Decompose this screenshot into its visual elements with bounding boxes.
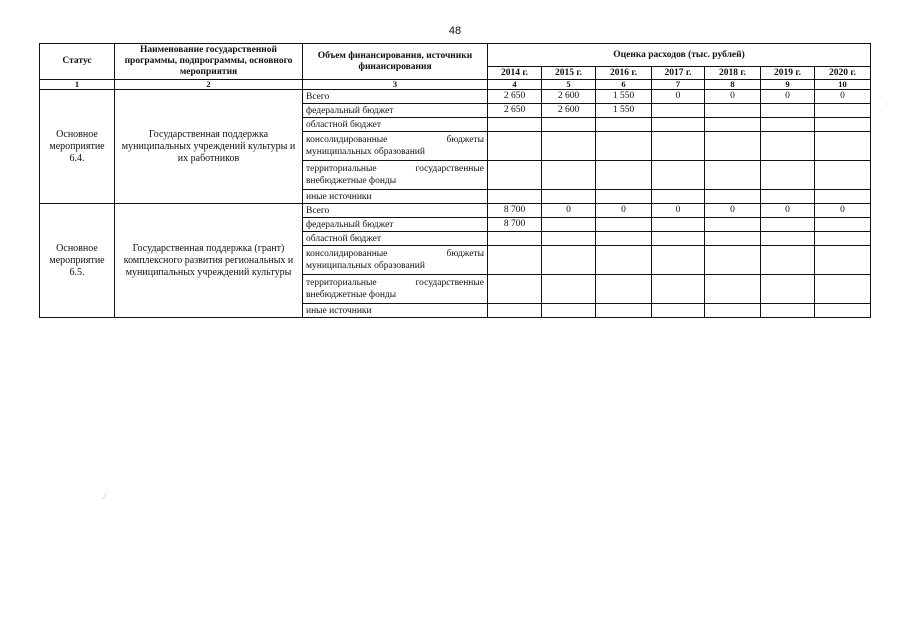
header-status: Статус xyxy=(40,44,115,80)
value-cell xyxy=(542,132,596,161)
value-cell xyxy=(815,161,871,190)
source-territorial-word2: государственные xyxy=(415,278,484,288)
value-cell xyxy=(652,246,705,275)
value-cell: 0 xyxy=(761,204,815,218)
value-cell: 2 600 xyxy=(542,90,596,104)
source-territorial xyxy=(303,161,488,190)
value-cell xyxy=(652,275,705,304)
value-cell: 0 xyxy=(815,204,871,218)
value-cell xyxy=(761,304,815,318)
value-cell xyxy=(815,104,871,118)
value-cell xyxy=(596,190,652,204)
value-cell xyxy=(761,232,815,246)
status-cell: Основное мероприятие 6.4. xyxy=(40,90,115,204)
value-cell xyxy=(488,232,542,246)
value-cell: 2 600 xyxy=(542,104,596,118)
header-year: 2017 г. xyxy=(652,67,705,80)
value-cell xyxy=(652,190,705,204)
value-cell: 8 700 xyxy=(488,204,542,218)
budget-table xyxy=(39,43,871,318)
value-cell xyxy=(652,232,705,246)
value-cell xyxy=(705,132,761,161)
value-cell xyxy=(815,190,871,204)
value-cell xyxy=(761,218,815,232)
scan-speck: ⁄ xyxy=(104,492,106,501)
page-number: 48 xyxy=(448,25,462,37)
value-cell xyxy=(542,275,596,304)
value-cell: 0 xyxy=(652,90,705,104)
value-cell xyxy=(761,190,815,204)
table-row xyxy=(40,90,871,104)
source-consolidated xyxy=(303,132,488,161)
column-index: 1 xyxy=(40,80,115,90)
value-cell: 0 xyxy=(815,90,871,104)
header-year: 2014 г. xyxy=(488,67,542,80)
source-consolidated-line2: муниципальных образований xyxy=(306,147,425,157)
source-territorial xyxy=(303,275,488,304)
value-cell xyxy=(761,104,815,118)
value-cell xyxy=(488,275,542,304)
value-cell xyxy=(705,161,761,190)
value-cell xyxy=(542,246,596,275)
value-cell xyxy=(705,304,761,318)
value-cell: 2 650 xyxy=(488,90,542,104)
column-index: 3 xyxy=(303,80,488,90)
value-cell xyxy=(596,246,652,275)
header-year: 2015 г. xyxy=(542,67,596,80)
source-consolidated-word1: консолидированные xyxy=(306,249,388,259)
value-cell: 2 650 xyxy=(488,104,542,118)
value-cell xyxy=(652,304,705,318)
value-cell xyxy=(652,161,705,190)
value-cell xyxy=(761,246,815,275)
source-territorial-word1: территориальные xyxy=(306,278,377,288)
source-consolidated xyxy=(303,246,488,275)
value-cell: 0 xyxy=(652,204,705,218)
scan-speck: · xyxy=(886,100,889,109)
column-index: 5 xyxy=(542,80,596,90)
value-cell xyxy=(652,118,705,132)
header-year: 2020 г. xyxy=(815,67,871,80)
value-cell xyxy=(596,118,652,132)
value-cell xyxy=(815,232,871,246)
value-cell xyxy=(705,232,761,246)
value-cell: 8 700 xyxy=(488,218,542,232)
value-cell xyxy=(705,190,761,204)
source-regional: областной бюджет xyxy=(303,118,488,132)
value-cell xyxy=(705,218,761,232)
value-cell: 0 xyxy=(542,204,596,218)
value-cell: 0 xyxy=(705,204,761,218)
value-cell xyxy=(815,218,871,232)
value-cell xyxy=(705,275,761,304)
table-row xyxy=(40,204,871,218)
value-cell xyxy=(596,232,652,246)
header-estimate: Оценка расходов (тыс. рублей) xyxy=(488,44,871,67)
column-index: 7 xyxy=(652,80,705,90)
source-territorial-word2: государственные xyxy=(415,164,484,174)
column-index: 2 xyxy=(115,80,303,90)
value-cell xyxy=(815,275,871,304)
header-name: Наименование государственной программы, подпрограммы, основного мероприятия xyxy=(115,44,303,80)
value-cell xyxy=(488,161,542,190)
source-territorial-line2: внебюджетные фонды xyxy=(306,176,397,186)
source-consolidated-line2: муниципальных образований xyxy=(306,261,425,271)
value-cell xyxy=(596,275,652,304)
value-cell xyxy=(542,304,596,318)
value-cell: 1 550 xyxy=(596,90,652,104)
source-territorial-word1: территориальные xyxy=(306,164,377,174)
value-cell xyxy=(542,190,596,204)
value-cell xyxy=(542,218,596,232)
source-consolidated-word2: бюджеты xyxy=(446,135,484,145)
value-cell xyxy=(761,161,815,190)
value-cell xyxy=(488,246,542,275)
value-cell xyxy=(652,104,705,118)
value-cell: 1 550 xyxy=(596,104,652,118)
column-index: 4 xyxy=(488,80,542,90)
value-cell xyxy=(815,132,871,161)
value-cell xyxy=(815,246,871,275)
measure-name-cell: Государственная поддержка (грант) комплексного развития региональных и муниципальных учреждений культуры xyxy=(115,204,303,318)
value-cell: 0 xyxy=(705,90,761,104)
source-federal: федеральный бюджет xyxy=(303,104,488,118)
header-year: 2018 г. xyxy=(705,67,761,80)
value-cell xyxy=(596,161,652,190)
value-cell xyxy=(815,304,871,318)
value-cell xyxy=(488,304,542,318)
value-cell xyxy=(596,132,652,161)
value-cell xyxy=(488,190,542,204)
value-cell xyxy=(652,218,705,232)
value-cell xyxy=(542,232,596,246)
source-consolidated-word2: бюджеты xyxy=(446,249,484,259)
value-cell xyxy=(596,218,652,232)
value-cell xyxy=(488,132,542,161)
value-cell xyxy=(596,304,652,318)
column-index: 9 xyxy=(761,80,815,90)
source-other: иные источники xyxy=(303,304,488,318)
value-cell xyxy=(488,118,542,132)
source-regional: областной бюджет xyxy=(303,232,488,246)
source-other: иные источники xyxy=(303,190,488,204)
source-federal: федеральный бюджет xyxy=(303,218,488,232)
value-cell xyxy=(815,118,871,132)
column-index: 6 xyxy=(596,80,652,90)
value-cell: 0 xyxy=(761,90,815,104)
header-funding: Объем финансирования, источники финансирования xyxy=(303,44,488,80)
value-cell xyxy=(761,132,815,161)
measure-name-cell: Государственная поддержка муниципальных учреждений культуры и их работников xyxy=(115,90,303,204)
value-cell xyxy=(652,132,705,161)
column-index: 8 xyxy=(705,80,761,90)
status-cell: Основное мероприятие 6.5. xyxy=(40,204,115,318)
value-cell xyxy=(542,118,596,132)
source-total: Всего xyxy=(303,204,488,218)
source-total: Всего xyxy=(303,90,488,104)
value-cell xyxy=(761,275,815,304)
value-cell xyxy=(705,246,761,275)
column-index: 10 xyxy=(815,80,871,90)
header-year: 2019 г. xyxy=(761,67,815,80)
header-year: 2016 г. xyxy=(596,67,652,80)
value-cell xyxy=(705,118,761,132)
value-cell xyxy=(761,118,815,132)
value-cell: 0 xyxy=(596,204,652,218)
source-territorial-line2: внебюджетные фонды xyxy=(306,290,397,300)
source-consolidated-word1: консолидированные xyxy=(306,135,388,145)
value-cell xyxy=(705,104,761,118)
value-cell xyxy=(542,161,596,190)
